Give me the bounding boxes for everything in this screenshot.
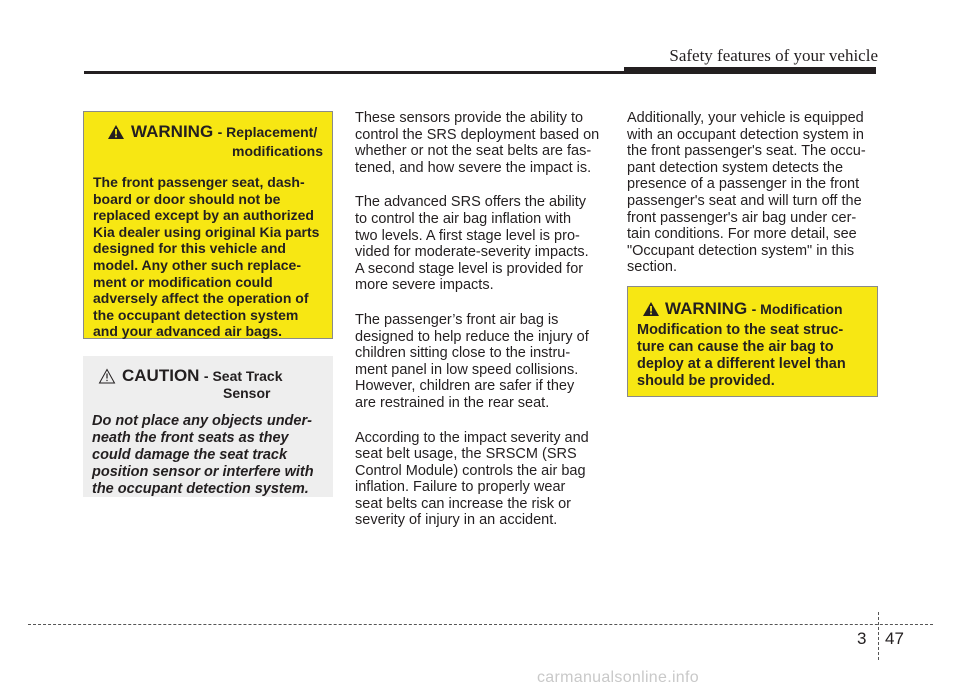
body-line: the occupant detection system <box>93 306 299 323</box>
warning-label: WARNING <box>131 122 214 141</box>
warning-subtitle-cont: modifications <box>232 143 324 159</box>
text-line: tened, and how severe the impact is. <box>355 159 592 176</box>
text-line: The passenger’s front air bag is <box>355 311 559 328</box>
text-line: children sitting close to the instru- <box>355 345 571 362</box>
paragraph <box>355 110 604 176</box>
text-line: front passenger's air bag under cer- <box>627 209 857 226</box>
body-line: ment or modification could <box>93 273 273 290</box>
section-title: Safety features of your vehicle <box>669 46 878 65</box>
text-line: "Occupant detection system" in this <box>627 242 855 259</box>
text-line: more severe impacts. <box>355 277 494 294</box>
warning-triangle-icon <box>107 124 125 140</box>
text-line: whether or not the seat belts are fas- <box>355 143 592 160</box>
body-line: replaced except by an authorized <box>93 207 314 224</box>
caution-subtitle: - Seat Track <box>203 368 283 384</box>
text-line: passenger's seat and will turn off the <box>627 192 862 209</box>
body-line: model. Any other such replace- <box>93 256 301 273</box>
body-line: adversely affect the operation of <box>93 290 309 307</box>
right-column <box>627 110 877 292</box>
text-line: vided for moderate-severity impacts. <box>355 244 589 261</box>
text-line: The advanced SRS offers the ability <box>355 194 587 211</box>
text-line: Additionally, your vehicle is equipped <box>627 110 864 126</box>
body-line: could damage the seat track <box>92 447 288 463</box>
text-line: to control the air bag inflation with <box>355 210 572 227</box>
warning-label: WARNING <box>665 299 748 318</box>
body-line: designed for this vehicle and <box>93 240 286 257</box>
caution-triangle-icon <box>98 368 116 384</box>
warning-replacement-heading <box>93 122 323 164</box>
body-line: Modification to the seat struc- <box>637 322 844 338</box>
warning-modification-box <box>627 286 878 397</box>
text-line: seat belt usage, the SRSCM (SRS <box>355 446 577 463</box>
body-line: and your advanced air bags. <box>93 323 283 340</box>
body-line: neath the front seats as they <box>92 430 289 446</box>
text-line: seat belts can increase the risk or <box>355 495 571 512</box>
text-line: tain conditions. For more detail, see <box>627 226 857 243</box>
footer-divider <box>878 612 879 660</box>
text-line: According to the impact severity and <box>355 429 589 446</box>
footer-rule <box>28 624 933 625</box>
text-line: Control Module) controls the air bag <box>355 462 586 479</box>
text-line: pant detection system detects the <box>627 159 844 176</box>
text-line: are restrained in the rear seat. <box>355 394 550 411</box>
body-line: should be provided. <box>637 373 775 389</box>
body-line: ture can cause the air bag to <box>637 339 834 355</box>
paragraph <box>355 194 604 294</box>
warning-modification-body <box>637 322 868 390</box>
page-number: 47 <box>885 629 904 648</box>
warning-subtitle: - Replacement/ <box>217 124 318 140</box>
text-line: control the SRS deployment based on <box>355 126 600 143</box>
caution-subtitle-cont: Sensor <box>223 385 271 401</box>
body-line: deploy at a different level than <box>637 356 846 372</box>
caution-heading <box>92 366 324 402</box>
text-line: inflation. Failure to properly wear <box>355 479 566 496</box>
text-line: two levels. A first stage level is pro- <box>355 227 580 244</box>
body-line: the occupant detection system. <box>92 481 309 497</box>
caution-seat-track-body <box>92 413 324 498</box>
watermark: carmanualsonline.info <box>537 669 699 686</box>
body-line: The front passenger seat, dash- <box>93 174 305 190</box>
body-line: position sensor or interfere with <box>92 464 314 480</box>
warning-subtitle: - Modification <box>751 301 843 317</box>
paragraph <box>355 312 604 412</box>
paragraph <box>355 430 604 530</box>
text-line: designed to help reduce the injury of <box>355 328 589 345</box>
text-line: However, children are safer if they <box>355 378 575 395</box>
body-line: Kia dealer using original Kia parts <box>93 223 320 240</box>
caution-seat-track-box <box>83 356 333 497</box>
warning-replacement-box <box>83 111 333 339</box>
text-line: A second stage level is provided for <box>355 260 584 277</box>
text-line: the front passenger's seat. The occu- <box>627 143 866 160</box>
text-line: presence of a passenger in the front <box>627 176 860 193</box>
text-line: These sensors provide the ability to <box>355 110 584 126</box>
caution-label: CAUTION <box>122 366 200 385</box>
text-line: with an occupant detection system in <box>627 126 864 143</box>
middle-column <box>355 110 604 545</box>
body-line: Do not place any objects under- <box>92 413 312 429</box>
header-rule-accent <box>624 67 876 73</box>
text-line: severity of injury in an accident. <box>355 512 558 529</box>
text-line: ment panel in low speed collisions. <box>355 361 579 378</box>
body-line: board or door should not be <box>93 190 281 207</box>
warning-triangle-icon <box>642 301 660 317</box>
warning-replacement-body <box>93 174 323 340</box>
warning-modification-heading <box>637 299 868 321</box>
text-line: section. <box>627 259 677 276</box>
chapter-number: 3 <box>857 629 867 648</box>
paragraph <box>627 110 877 276</box>
